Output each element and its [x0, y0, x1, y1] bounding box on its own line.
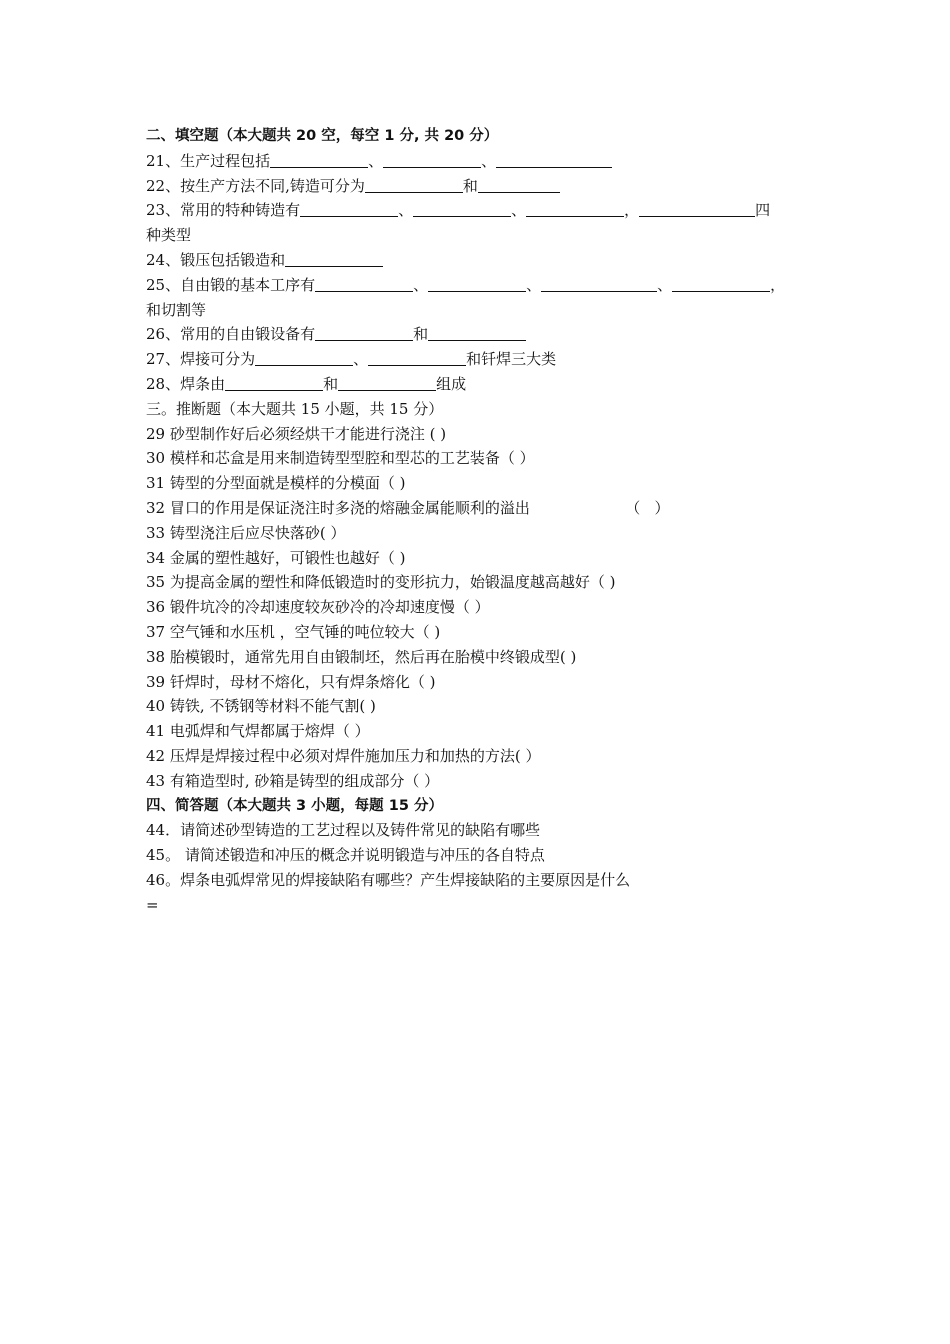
- question-27: 27、焊接可分为 、 和钎焊三大类: [146, 350, 557, 369]
- answer-blank[interactable]: [496, 152, 612, 168]
- judgment-question-36: 36 锻件坑冷的冷却速度较灰砂冷的冷却速度慢（ ）: [146, 598, 490, 617]
- answer-blank[interactable]: [413, 201, 511, 217]
- answer-blank[interactable]: [225, 375, 323, 391]
- answer-blank[interactable]: [255, 350, 353, 366]
- answer-blank[interactable]: [270, 152, 368, 168]
- judgment-question-31: 31 铸型的分型面就是模样的分模面（ ): [146, 474, 406, 493]
- answer-blank[interactable]: [526, 201, 624, 217]
- answer-blank[interactable]: [338, 375, 436, 391]
- section-heading-judgment: 三。推断题（本大题共 15 小题，共 15 分）: [146, 399, 444, 418]
- judgment-question-30: 30 模样和芯盒是用来制造铸型型腔和型芯的工艺装备（ ）: [146, 449, 535, 468]
- exam-page: [146, 124, 826, 918]
- judgment-question-29: 29 砂型制作好后必须经烘干才能进行浇注 ( ): [146, 424, 447, 443]
- judgment-question-34: 34 金属的塑性越好，可锻性也越好（ ): [146, 548, 406, 567]
- answer-blank[interactable]: [428, 325, 526, 341]
- judgment-question-37: 37 空气锤和水压机 ，空气锤的吨位较大（ ): [146, 622, 441, 641]
- section-heading-fill-in: 二、填空题（本大题共 20 空，每空 1 分, 共 20 分）: [146, 128, 499, 144]
- judgment-question-33: 33 铸型浇注后应尽快落砂( ）: [146, 523, 346, 542]
- judgment-question-41: 41 电弧焊和气焊都属于熔焊（ ）: [146, 722, 370, 741]
- section-heading-short-answer: 四、简答题（本大题共 3 小题，每题 15 分）: [146, 797, 443, 814]
- short-answer-question-45: 45。 请简述锻造和冲压的概念并说明锻造与冲压的各自特点: [146, 846, 545, 865]
- question-24: 24、锻压包括锻造和: [146, 248, 826, 273]
- answer-blank[interactable]: [315, 276, 413, 292]
- question-28: 28、焊条由 和 组成: [146, 374, 467, 393]
- judgment-question-39: 39 钎焊时，母材不熔化，只有焊条熔化（ ): [146, 672, 436, 691]
- judgment-question-38: 38 胎模锻时，通常先用自由锻制坯，然后再在胎模中终锻成型( ): [146, 647, 577, 666]
- answer-blank[interactable]: [368, 350, 466, 366]
- judgment-question-35: 35 为提高金属的塑性和降低锻造时的变形抗力，始锻温度越高越好（ ): [146, 573, 616, 592]
- judgment-question-43: 43 有箱造型时, 砂箱是铸型的组成部分（ ）: [146, 771, 440, 790]
- question-23-continuation: 种类型: [146, 226, 192, 245]
- answer-blank[interactable]: [672, 276, 770, 292]
- judgment-question-42: 42 压焊是焊接过程中必须对焊件施加压力和加热的方法( ）: [146, 746, 541, 765]
- answer-blank[interactable]: [478, 177, 560, 193]
- answer-blank[interactable]: [315, 325, 413, 341]
- trailing-mark: =: [146, 895, 159, 914]
- question-25-continuation: 和切割等: [146, 300, 207, 319]
- answer-blank[interactable]: [285, 251, 383, 267]
- short-answer-question-46: 46。焊条电弧焊常见的焊接缺陷有哪些？产生焊接缺陷的主要原因是什么: [146, 870, 631, 889]
- question-22: 22、按生产方法不同,铸造可分为 和: [146, 174, 826, 199]
- answer-blank[interactable]: [383, 152, 481, 168]
- judgment-question-40: 40 铸铁, 不锈钢等材料不能气割( ): [146, 697, 376, 716]
- question-26: 26、常用的自由锻设备有 和: [146, 322, 826, 347]
- question-21: 21、生产过程包括 、 、: [146, 149, 826, 174]
- question-23: 23、常用的特种铸造有 、 、 ， 四: [146, 201, 771, 220]
- answer-blank[interactable]: [300, 201, 398, 217]
- judgment-question-32: 32 冒口的作用是保证浇注时多浇的熔融金属能顺利的溢出 （ ）: [146, 498, 670, 517]
- answer-blank[interactable]: [428, 276, 526, 292]
- question-25: 25、自由锻的基本工序有 、 、 、 ，: [146, 275, 786, 294]
- short-answer-question-44: 44．请简述砂型铸造的工艺过程以及铸件常见的缺陷有哪些: [146, 821, 541, 840]
- answer-blank[interactable]: [639, 201, 755, 217]
- answer-blank[interactable]: [541, 276, 657, 292]
- answer-blank[interactable]: [365, 177, 463, 193]
